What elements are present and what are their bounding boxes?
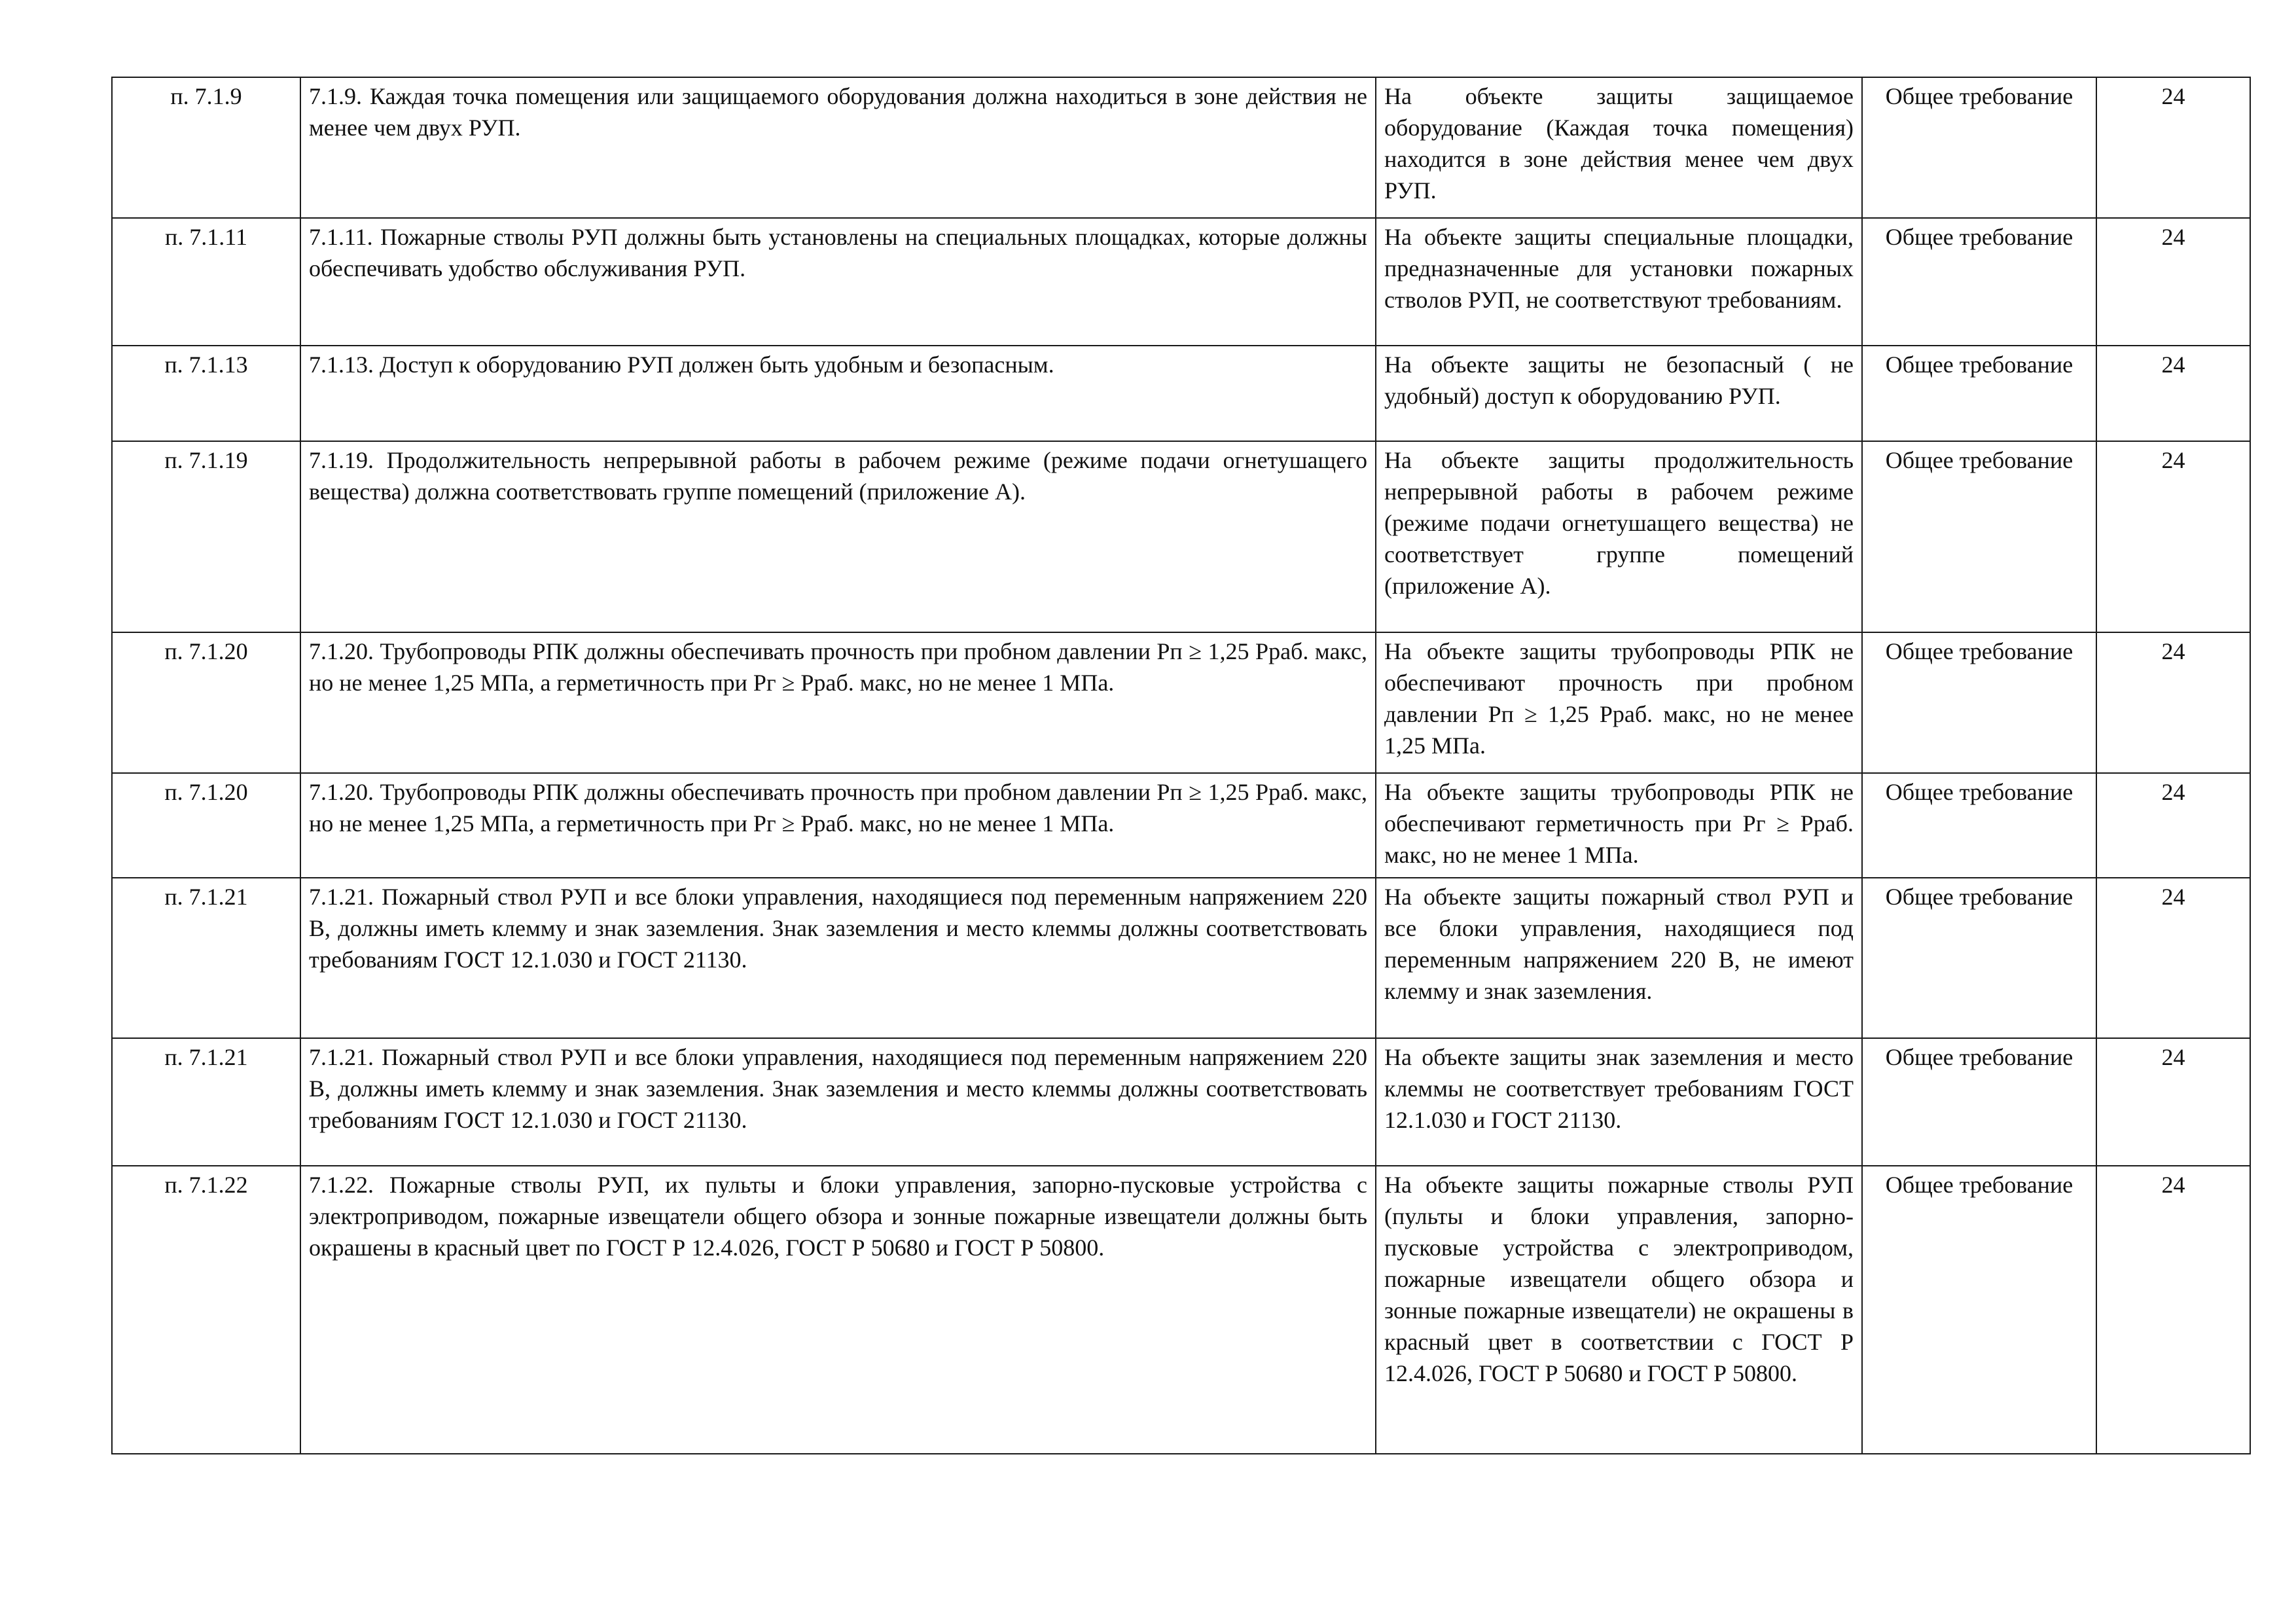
number-cell: 24 <box>2096 346 2250 441</box>
requirement-type-cell: Общее требование <box>1862 441 2096 632</box>
requirement-text-cell: 7.1.9. Каждая точка помещения или защищаемого оборудования должна находиться в зоне действия не менее чем двух РУП. <box>300 77 1376 218</box>
finding-cell: На объекте защиты специальные площадки, предназначенные для установки пожарных стволов РУП, не соответствуют требованиям. <box>1376 218 1862 346</box>
requirement-type-cell: Общее требование <box>1862 878 2096 1038</box>
clause-cell: п. 7.1.13 <box>112 346 300 441</box>
requirement-type-cell: Общее требование <box>1862 1166 2096 1454</box>
number-cell: 24 <box>2096 878 2250 1038</box>
number-cell: 24 <box>2096 1166 2250 1454</box>
finding-cell: На объекте защиты трубопроводы РПК не обеспечивают герметичность при Рг ≥ Рраб. макс, но не менее 1 МПа. <box>1376 773 1862 878</box>
requirement-text-cell: 7.1.20. Трубопроводы РПК должны обеспечивать прочность при пробном давлении Рп ≥ 1,25 Рраб. макс, но не менее 1,25 МПа, а герметичность при Рг ≥ Рраб. макс, но не менее 1 МПа. <box>300 632 1376 773</box>
requirement-type-cell: Общее требование <box>1862 773 2096 878</box>
clause-cell: п. 7.1.11 <box>112 218 300 346</box>
requirement-text-cell: 7.1.21. Пожарный ствол РУП и все блоки управления, находящиеся под переменным напряжением 220 В, должны иметь клемму и знак заземления. Знак заземления и место клеммы должны соответствовать требованиям ГОСТ 12.1.030 и ГОСТ 21130. <box>300 878 1376 1038</box>
requirement-type-cell: Общее требование <box>1862 218 2096 346</box>
requirement-text-cell: 7.1.20. Трубопроводы РПК должны обеспечивать прочность при пробном давлении Рп ≥ 1,25 Рраб. макс, но не менее 1,25 МПа, а герметичность при Рг ≥ Рраб. макс, но не менее 1 МПа. <box>300 773 1376 878</box>
requirement-type-cell: Общее требование <box>1862 632 2096 773</box>
table-row <box>112 632 2250 773</box>
requirement-type-cell: Общее требование <box>1862 77 2096 218</box>
finding-cell: На объекте защиты не безопасный ( не удобный) доступ к оборудованию РУП. <box>1376 346 1862 441</box>
clause-cell: п. 7.1.20 <box>112 632 300 773</box>
requirement-type-cell: Общее требование <box>1862 1038 2096 1166</box>
requirement-text-cell: 7.1.19. Продолжительность непрерывной работы в рабочем режиме (режиме подачи огнетушащего вещества) должна соответствовать группе помещений (приложение А). <box>300 441 1376 632</box>
clause-cell: п. 7.1.19 <box>112 441 300 632</box>
requirement-type-cell: Общее требование <box>1862 346 2096 441</box>
number-cell: 24 <box>2096 77 2250 218</box>
number-cell: 24 <box>2096 773 2250 878</box>
table-row <box>112 1038 2250 1166</box>
requirement-text-cell: 7.1.13. Доступ к оборудованию РУП должен быть удобным и безопасным. <box>300 346 1376 441</box>
table-row <box>112 1166 2250 1454</box>
table-row <box>112 878 2250 1038</box>
finding-cell: На объекте защиты знак заземления и место клеммы не соответствует требованиям ГОСТ 12.1.030 и ГОСТ 21130. <box>1376 1038 1862 1166</box>
finding-cell: На объекте защиты защищаемое оборудование (Каждая точка помещения) находится в зоне действия менее чем двух РУП. <box>1376 77 1862 218</box>
requirement-text-cell: 7.1.22. Пожарные стволы РУП, их пульты и блоки управления, запорно-пусковые устройства с электроприводом, пожарные извещатели общего обзора и зонные пожарные извещатели должны быть окрашены в красный цвет по ГОСТ Р 12.4.026, ГОСТ Р 50680 и ГОСТ Р 50800. <box>300 1166 1376 1454</box>
finding-cell: На объекте защиты пожарный ствол РУП и все блоки управления, находящиеся под переменным напряжением 220 В, не имеют клемму и знак заземления. <box>1376 878 1862 1038</box>
table-row <box>112 77 2250 218</box>
requirements-table <box>111 77 2251 1454</box>
requirement-text-cell: 7.1.21. Пожарный ствол РУП и все блоки управления, находящиеся под переменным напряжением 220 В, должны иметь клемму и знак заземления. Знак заземления и место клеммы должны соответствовать требованиям ГОСТ 12.1.030 и ГОСТ 21130. <box>300 1038 1376 1166</box>
table-row <box>112 441 2250 632</box>
number-cell: 24 <box>2096 441 2250 632</box>
requirement-text-cell: 7.1.11. Пожарные стволы РУП должны быть установлены на специальных площадках, которые должны обеспечивать удобство обслуживания РУП. <box>300 218 1376 346</box>
finding-cell: На объекте защиты трубопроводы РПК не обеспечивают прочность при пробном давлении Рп ≥ 1,25 Рраб. макс, но не менее 1,25 МПа. <box>1376 632 1862 773</box>
number-cell: 24 <box>2096 1038 2250 1166</box>
clause-cell: п. 7.1.22 <box>112 1166 300 1454</box>
finding-cell: На объекте защиты пожарные стволы РУП (пульты и блоки управления, запорно-пусковые устройства с электроприводом, пожарные извещатели общего обзора и зонные пожарные извещатели) не окрашены в красный цвет в соответствии с ГОСТ Р 12.4.026, ГОСТ Р 50680 и ГОСТ Р 50800. <box>1376 1166 1862 1454</box>
number-cell: 24 <box>2096 218 2250 346</box>
clause-cell: п. 7.1.21 <box>112 878 300 1038</box>
clause-cell: п. 7.1.9 <box>112 77 300 218</box>
clause-cell: п. 7.1.21 <box>112 1038 300 1166</box>
table-row <box>112 218 2250 346</box>
finding-cell: На объекте защиты продолжительность непрерывной работы в рабочем режиме (режиме подачи огнетушащего вещества) не соответствует группе помещений (приложение А). <box>1376 441 1862 632</box>
table-row <box>112 346 2250 441</box>
table-row <box>112 773 2250 878</box>
number-cell: 24 <box>2096 632 2250 773</box>
clause-cell: п. 7.1.20 <box>112 773 300 878</box>
